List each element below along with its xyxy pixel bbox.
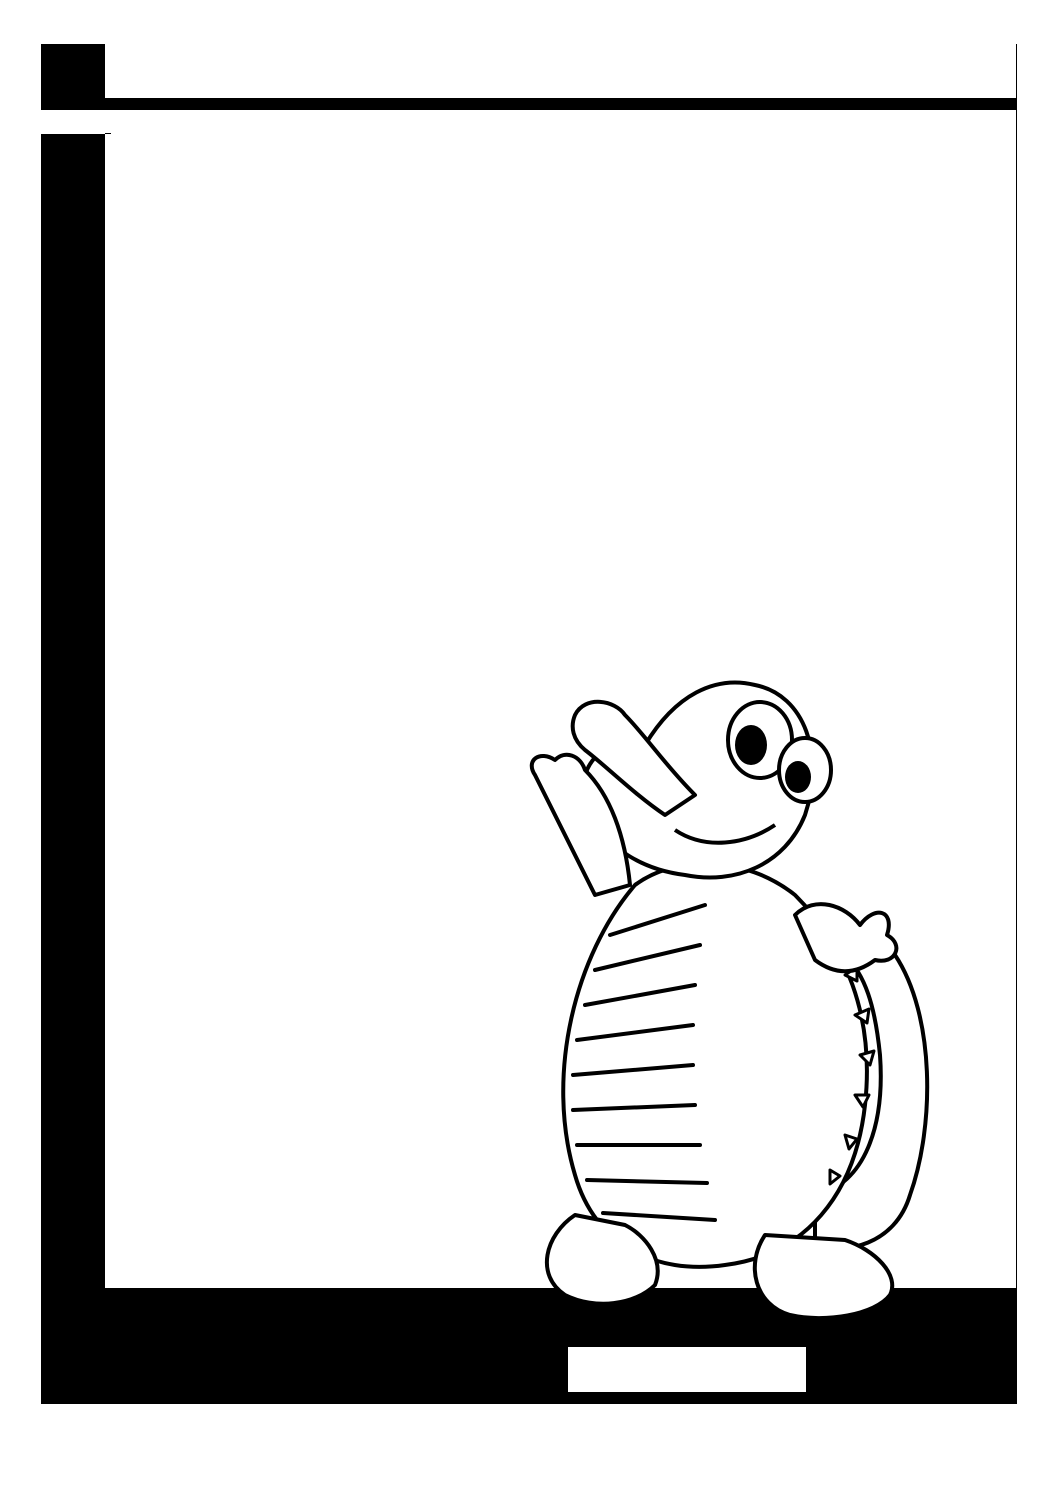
- crocodile-illustration: [515, 655, 945, 1375]
- chord-diagrams: [0, 0, 1058, 300]
- footer-url[interactable]: [568, 1347, 806, 1392]
- left-bar-body: [41, 134, 105, 1404]
